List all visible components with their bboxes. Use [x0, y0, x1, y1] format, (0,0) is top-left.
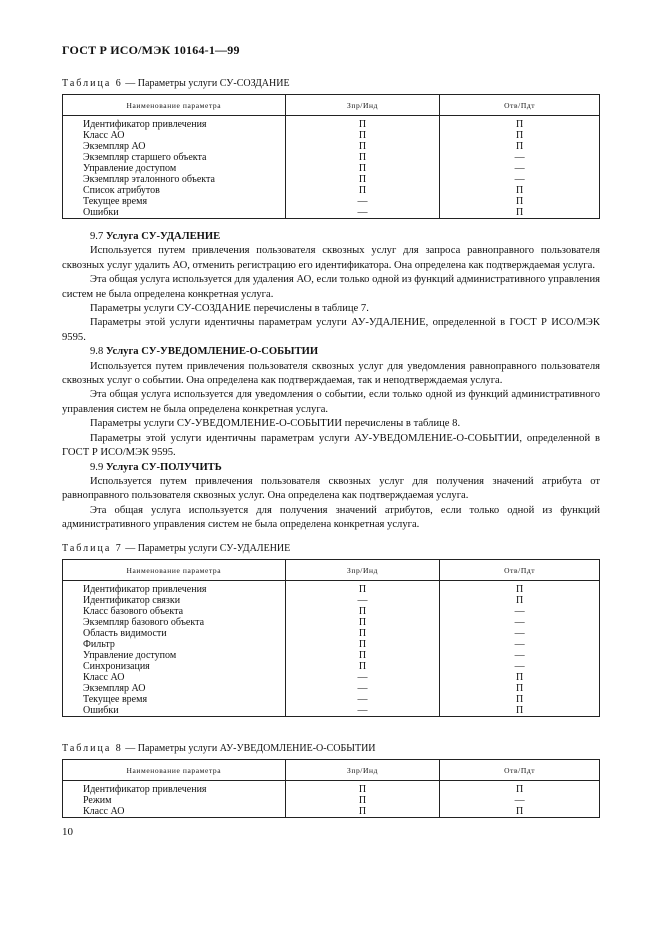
parameter-name-cell: Класс АО: [63, 672, 286, 683]
parameter-name-cell: Экземпляр базового объекта: [63, 617, 286, 628]
section-9-8-paragraph-4: Параметры этой услуги идентичны параметрам услуги АУ-УВЕДОМЛЕНИЕ-О-СОБЫТИИ, определенной в ГОСТ Р ИСО/МЭК 9595.: [62, 432, 600, 459]
response-confirm-cell: П: [440, 116, 600, 131]
section-9-7-paragraph-4: Параметры этой услуги идентичны параметрам услуги АУ-УДАЛЕНИЕ, определенной в ГОСТ Р ИСО/МЭК 9595.: [62, 317, 600, 343]
table-row: [63, 130, 600, 141]
table-row: [63, 207, 600, 219]
table-row: [63, 650, 600, 661]
section-9-7-heading: [62, 230, 600, 244]
response-confirm-cell: —: [440, 650, 600, 661]
column-header: Наименование параметра: [63, 560, 286, 581]
request-indication-cell: П: [285, 628, 440, 639]
parameter-name-cell: Ошибки: [63, 207, 286, 219]
response-confirm-cell: П: [440, 185, 600, 196]
parameter-name-cell: Синхронизация: [63, 661, 286, 672]
response-confirm-cell: П: [440, 207, 600, 219]
section-9-9-heading: [62, 461, 600, 475]
table-header-row: [63, 560, 600, 581]
request-indication-cell: —: [285, 694, 440, 705]
request-indication-cell: П: [285, 130, 440, 141]
response-confirm-cell: —: [440, 661, 600, 672]
request-indication-cell: П: [285, 795, 440, 806]
response-confirm-cell: П: [440, 694, 600, 705]
table7: [62, 559, 600, 717]
table-row: [63, 196, 600, 207]
response-confirm-cell: П: [440, 581, 600, 596]
table-header-row: [63, 95, 600, 116]
parameter-name-cell: Экземпляр эталонного объекта: [63, 174, 286, 185]
request-indication-cell: —: [285, 683, 440, 694]
parameter-name-cell: Список атрибутов: [63, 185, 286, 196]
table-row: [63, 694, 600, 705]
response-confirm-cell: —: [440, 174, 600, 185]
request-indication-cell: П: [285, 152, 440, 163]
section-9-7-number: 9.7: [90, 231, 104, 242]
column-header: Зпр/Инд: [285, 95, 440, 116]
request-indication-cell: —: [285, 207, 440, 219]
column-header: Наименование параметра: [63, 760, 286, 781]
table-row: [63, 795, 600, 806]
response-confirm-cell: П: [440, 130, 600, 141]
request-indication-cell: —: [285, 595, 440, 606]
table-row: [63, 174, 600, 185]
parameter-name-cell: Идентификатор привлечения: [63, 581, 286, 596]
response-confirm-cell: П: [440, 196, 600, 207]
request-indication-cell: П: [285, 781, 440, 796]
table-row: [63, 141, 600, 152]
body-text: [62, 230, 600, 533]
response-confirm-cell: —: [440, 152, 600, 163]
response-confirm-cell: —: [440, 628, 600, 639]
parameter-name-cell: Идентификатор привлечения: [63, 781, 286, 796]
request-indication-cell: П: [285, 606, 440, 617]
table-header-row: [63, 760, 600, 781]
parameter-name-cell: Область видимости: [63, 628, 286, 639]
table6-caption: [62, 78, 290, 89]
table7-caption-title: — Параметры услуги СУ-УДАЛЕНИЕ: [122, 543, 291, 554]
table-row: [63, 163, 600, 174]
table-row: [63, 581, 600, 596]
table7-caption-prefix: Таблица 7: [62, 543, 123, 554]
response-confirm-cell: П: [440, 781, 600, 796]
table-row: [63, 116, 600, 131]
table6-caption-prefix: Таблица 6: [62, 78, 123, 89]
request-indication-cell: П: [285, 116, 440, 131]
table-row: [63, 806, 600, 818]
column-header: Наименование параметра: [63, 95, 286, 116]
request-indication-cell: П: [285, 581, 440, 596]
section-9-9-paragraph-2: Эта общая услуга используется для получения значений атрибутов, если только одной из функций административного управления систем не была определена конкретная услуга.: [62, 504, 600, 531]
request-indication-cell: П: [285, 163, 440, 174]
column-header: Отв/Пдт: [440, 560, 600, 581]
request-indication-cell: П: [285, 141, 440, 152]
section-9-9-number: 9.9: [90, 461, 104, 473]
document-header: ГОСТ Р ИСО/МЭК 10164-1—99: [62, 43, 240, 57]
section-9-8-number: 9.8: [90, 346, 104, 358]
page-number: 10: [62, 826, 73, 838]
request-indication-cell: —: [285, 705, 440, 717]
parameter-name-cell: Класс АО: [63, 806, 286, 818]
response-confirm-cell: П: [440, 806, 600, 818]
parameter-name-cell: Режим: [63, 795, 286, 806]
section-9-8-title: Услуга СУ-УВЕДОМЛЕНИЕ-О-СОБЫТИИ: [105, 346, 319, 358]
table6-caption-title: — Параметры услуги СУ-СОЗДАНИЕ: [122, 78, 290, 89]
table-row: [63, 781, 600, 796]
parameter-name-cell: Текущее время: [63, 196, 286, 207]
table8-caption: [62, 743, 376, 754]
table-row: [63, 705, 600, 717]
table6: [62, 94, 600, 219]
table8-caption-title: — Параметры услуги АУ-УВЕДОМЛЕНИЕ-О-СОБЫТИИ: [122, 743, 376, 754]
parameter-name-cell: Ошибки: [63, 705, 286, 717]
table-row: [63, 617, 600, 628]
response-confirm-cell: —: [440, 795, 600, 806]
section-9-8-paragraph-2: Эта общая услуга используется для уведомления о событии, если только одной из функций административного управления систем не была определена конкретная услуга.: [62, 389, 600, 415]
section-9-9-title: Услуга СУ-ПОЛУЧИТЬ: [105, 461, 222, 473]
response-confirm-cell: П: [440, 672, 600, 683]
table-row: [63, 661, 600, 672]
table-row: [63, 606, 600, 617]
parameter-name-cell: Идентификатор связки: [63, 595, 286, 606]
section-9-7-paragraph-2: Эта общая услуга используется для удаления АО, если только одной из функций административного управления систем не была определена конкретная услуга.: [62, 274, 600, 300]
request-indication-cell: —: [285, 196, 440, 207]
request-indication-cell: П: [285, 174, 440, 185]
table8: [62, 759, 600, 818]
response-confirm-cell: —: [440, 163, 600, 174]
request-indication-cell: П: [285, 650, 440, 661]
column-header: Зпр/Инд: [285, 560, 440, 581]
table-row: [63, 185, 600, 196]
section-9-7-title: Услуга СУ-УДАЛЕНИЕ: [105, 231, 221, 242]
request-indication-cell: П: [285, 639, 440, 650]
parameter-name-cell: Класс базового объекта: [63, 606, 286, 617]
column-header: Зпр/Инд: [285, 760, 440, 781]
parameter-name-cell: Управление доступом: [63, 650, 286, 661]
table8-caption-prefix: Таблица 8: [62, 743, 123, 754]
section-9-7-paragraph-3: Параметры услуги СУ-СОЗДАНИЕ перечислены в таблице 7.: [90, 303, 369, 315]
parameter-name-cell: Класс АО: [63, 130, 286, 141]
request-indication-cell: П: [285, 806, 440, 818]
parameter-name-cell: Экземпляр АО: [63, 141, 286, 152]
parameter-name-cell: Текущее время: [63, 694, 286, 705]
response-confirm-cell: —: [440, 639, 600, 650]
response-confirm-cell: —: [440, 606, 600, 617]
parameter-name-cell: Экземпляр АО: [63, 683, 286, 694]
response-confirm-cell: П: [440, 705, 600, 717]
section-9-8-paragraph-1: Используется путем привлечения пользователя сквозных услуг для уведомления равноправного пользователя сквозных услуг о событии. Она определена как подтверждаемая, так и неподтверждаемая услуга.: [62, 360, 600, 387]
response-confirm-cell: П: [440, 141, 600, 152]
request-indication-cell: П: [285, 617, 440, 628]
table-row: [63, 639, 600, 650]
response-confirm-cell: П: [440, 595, 600, 606]
section-9-9-paragraph-1: Используется путем привлечения пользователя сквозных услуг для получения значений атрибута от равноправного пользователя сквозных услуг. Она определена как подтверждаемая услуга.: [62, 475, 600, 502]
parameter-name-cell: Идентификатор привлечения: [63, 116, 286, 131]
section-9-7-paragraph-1: Используется путем привлечения пользователя сквозных услуг для запроса равноправного пользователя сквозных услуг удалить АО, отменить регистрацию его идентификатора. Она определена как подтверждаемая услуга.: [62, 245, 600, 271]
request-indication-cell: П: [285, 661, 440, 672]
response-confirm-cell: —: [440, 617, 600, 628]
parameter-name-cell: Экземпляр старшего объекта: [63, 152, 286, 163]
section-9-8-heading: [62, 345, 600, 359]
table7-caption: [62, 543, 290, 554]
table-row: [63, 672, 600, 683]
parameter-name-cell: Управление доступом: [63, 163, 286, 174]
parameter-name-cell: Фильтр: [63, 639, 286, 650]
table-row: [63, 683, 600, 694]
column-header: Отв/Пдт: [440, 95, 600, 116]
request-indication-cell: П: [285, 185, 440, 196]
column-header: Отв/Пдт: [440, 760, 600, 781]
response-confirm-cell: П: [440, 683, 600, 694]
table-row: [63, 152, 600, 163]
request-indication-cell: —: [285, 672, 440, 683]
table-row: [63, 628, 600, 639]
section-9-8-paragraph-3: Параметры услуги СУ-УВЕДОМЛЕНИЕ-О-СОБЫТИИ перечислены в таблице 8.: [90, 418, 461, 430]
table-row: [63, 595, 600, 606]
